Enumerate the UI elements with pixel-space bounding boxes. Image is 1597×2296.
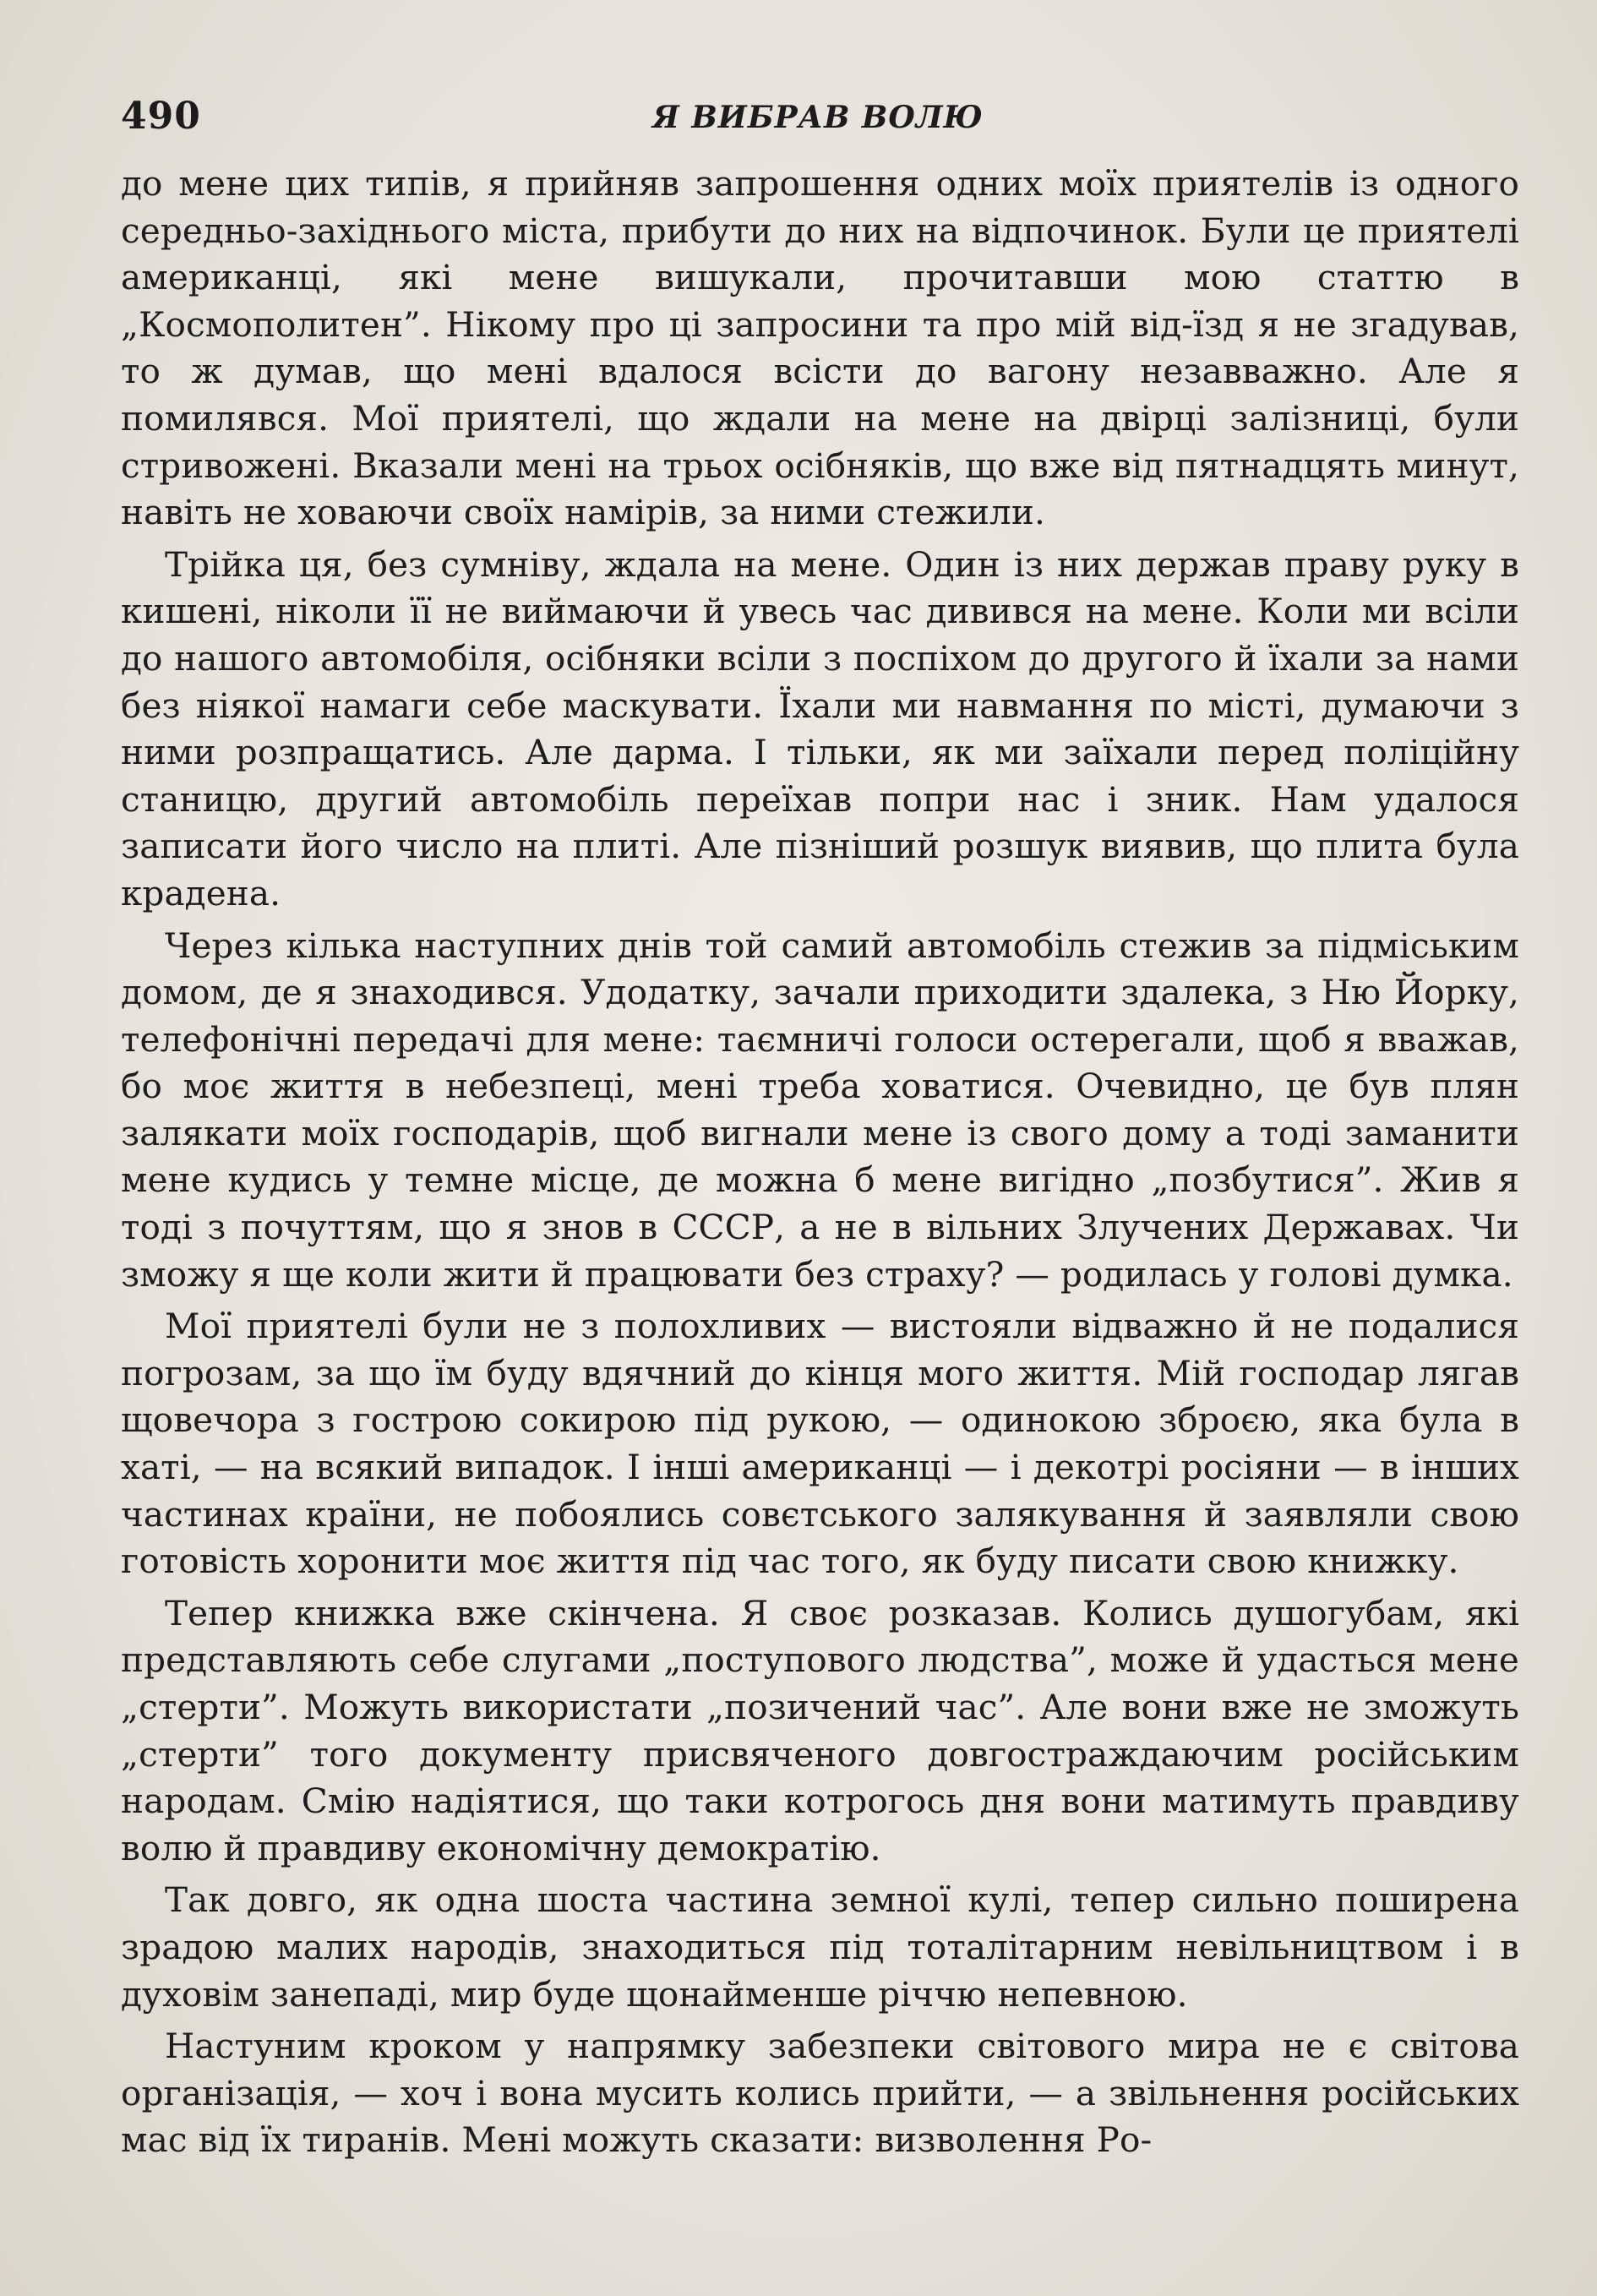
paragraph-6: Так довго, як одна шоста частина земної кулі, тепер сильно поширена зрадою малих народів, знаходиться під тоталітарним невільництвом і в духовім занепаді, мир буде щонайменше річчю непевною. [121, 1879, 1519, 2015]
running-title: Я ВИБРАВ ВОЛЮ [652, 100, 984, 135]
paragraph-7: Настуним кроком у напрямку забезпеки світового мира не є світова організація, — хоч і вона мусить колись прийти, — а звільнення російських мас від їх тиранів. Мені можуть сказати: визволення Ро- [121, 2026, 1519, 2161]
paragraph-3: Через кілька наступних днів той самий автомобіль стежив за підміським домом, де я знаходився. Удодатку, зачали приходити здалека, з Ню Йорку, телефонічні передачі для мене: таємничі голоси остерегали, щоб я вважав, бо моє життя в небезпеці, мені треба ховатися. Очевидно, це був плян залякати моїх господарів, щоб вигнали мене із свого дому а тоді заманити мене кудись у темне місце, де можна б мене вигідно „позбутися”. Жив я тоді з почуттям, що я знов в СССР, а не в вільних Злучених Державах. Чи зможу я ще коли жити й працювати без страху? — родилась у голові думка. [121, 924, 1519, 1295]
page-header [121, 95, 1515, 145]
paragraph-4: Мої приятелі були не з полохливих — вистояли відважно й не подалися погрозам, за що їм буду вдячний до кінця мого життя. Мій господар лягав щовечора з гострою сокирою під рукою, — одинокою зброєю, яка була в хаті, — на всякий випадок. І інші американці — і декотрі росіяни — в інших частинах країни, не побоялись совєтського залякування й заявляли свою готовість хоронити моє життя під час того, як буду писати свою книжку. [121, 1306, 1519, 1582]
paragraph-2: Трійка ця, без сумніву, ждала на мене. Один із них держав праву руку в кишені, ніколи її не виймаючи й увесь час дивився на мене. Коли ми всіли до нашого автомобіля, осібняки всіли з поспіхом до другого й їхали за нами без ніякої намаги себе маскувати. Їхали ми навмання по місті, думаючи з ними розпращатись. Але дарма. І тільки, як ми заїхали перед поліційну станицю, другий автомобіль переїхав попри нас і зник. Нам удалося записати його число на плиті. Але пізніший розшук виявив, що плита була крадена. [121, 543, 1519, 913]
body-text [121, 161, 1519, 2169]
page-number: 490 [121, 95, 201, 138]
paragraph-5: Тепер книжка вже скінчена. Я своє розказав. Колись душогубам, які представляють себе слугами „поступового людства”, може й удасться мене „стерти”. Можуть використати „позичений час”. Але вони вже не зможуть „стерти” того документу присвяченого довгостраждаючим російським народам. Смію надіятися, що таки котрогось дня вони матимуть правдиву волю й правдиву економічну демократію. [121, 1592, 1519, 1868]
paragraph-1: до мене цих типів, я прийняв запрошення одних моїх приятелів із одного середньо-західнього міста, прибути до них на відпочинок. Були це приятелі американці, які мене вишукали, прочитавши мою статтю в „Космополитен”. Нікому про ці запросини та про мій від-їзд я не згадував, то ж думав, що мені вдалося всісти до вагону незавважно. Але я помилявся. Мої приятелі, що ждали на мене на двірці залізниці, були стривожені. Вказали мені на трьох осібняків, що вже від пятнадцять минут, навіть не ховаючи своїх намірів, за ними стежили. [121, 163, 1519, 533]
